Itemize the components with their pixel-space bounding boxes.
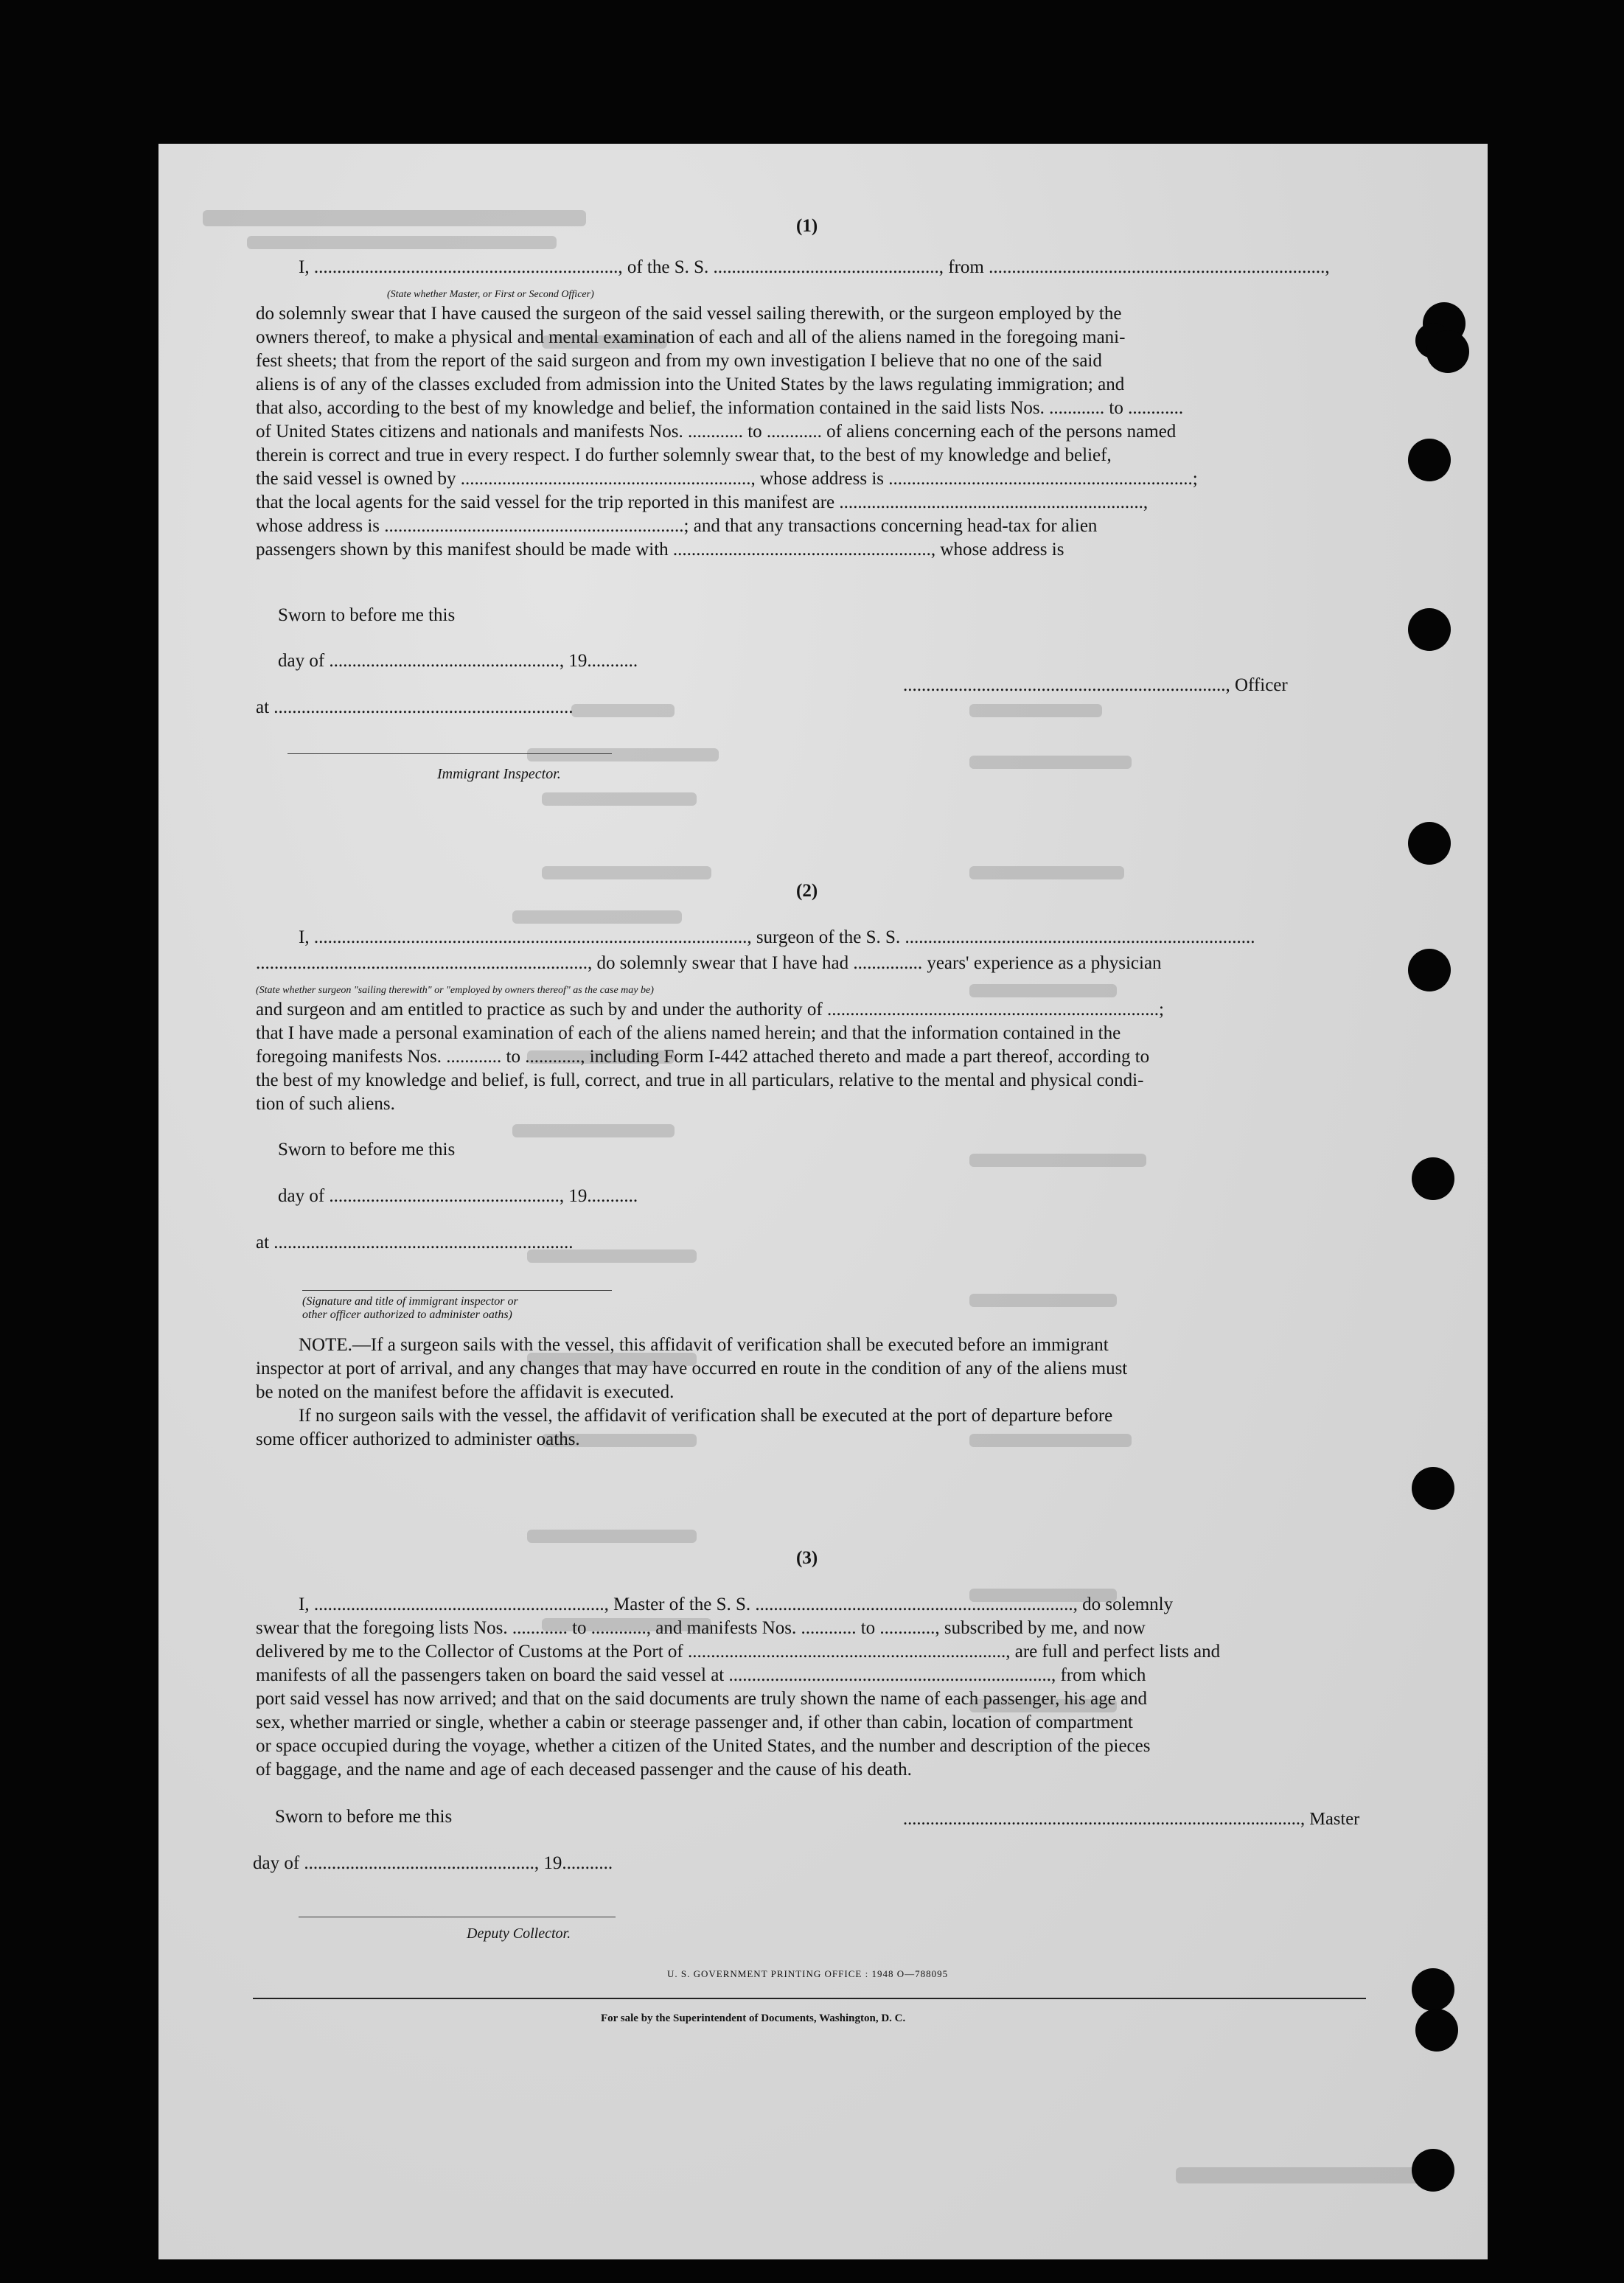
immigrant-inspector-label: Immigrant Inspector. (437, 766, 561, 782)
paragraph-line: delivered by me to the Collector of Customs at the Port of ....................................................................., are full and perfect lists and (256, 1642, 1221, 1662)
note-line: some officer authorized to administer oaths. (256, 1429, 580, 1449)
punch-hole (1408, 822, 1451, 865)
sworn-label: Sworn to before me this (278, 1140, 456, 1160)
paragraph-line: port said vessel has now arrived; and that on the said documents are truly shown the name of each passenger, his age and (256, 1689, 1148, 1709)
punch-hole (1408, 608, 1451, 651)
master-signature-line: ........................................................................................, Master (903, 1809, 1360, 1829)
note-line: be noted on the manifest before the affidavit is executed. (256, 1382, 675, 1402)
at-field: at ................................................................. (256, 1233, 574, 1252)
paragraph-line: of baggage, and the name and age of each deceased passenger and the cause of his death. (256, 1760, 912, 1780)
signature-caption: other officer authorized to administer oaths) (302, 1308, 512, 1321)
note-line: If no surgeon sails with the vessel, the affidavit of verification shall be executed at the port of departure before (299, 1406, 1113, 1426)
paragraph-line: foregoing manifests Nos. ............ to ............, including Form I-442 attached thereto and made a part thereof, according to (256, 1047, 1150, 1067)
signature-caption: (Signature and title of immigrant inspector or (302, 1295, 518, 1308)
paragraph-line: and surgeon and am entitled to practice as such by and under the authority of ........................................................................; (256, 1000, 1164, 1019)
surgeon-oath-line: I, .............................................................................................., surgeon of the S. S. ............................................................................ (299, 927, 1255, 947)
section-number: (3) (796, 1548, 818, 1568)
punch-hole (1415, 2009, 1458, 2052)
day-of-field: day of .................................................., 19........... (278, 1186, 638, 1206)
deputy-collector-label: Deputy Collector. (467, 1925, 571, 1942)
paragraph-line: of United States citizens and nationals and manifests Nos. ............ to ............ of aliens concerning each of the persons named (256, 422, 1177, 442)
at-field: at ................................................................. (256, 697, 574, 717)
paragraph-line: whose address is .................................................................; and that any transactions concerning head-tax for alien (256, 516, 1098, 536)
paragraph-line: that the local agents for the said vessel for the trip reported in this manifest are .................................................................., (256, 492, 1149, 512)
punch-hole (1412, 1157, 1454, 1200)
paragraph-line: tion of such aliens. (256, 1094, 395, 1114)
day-of-field: day of .................................................., 19........... (253, 1853, 613, 1873)
master-oath-line: I, .................................................................., of the S. S. ................................................., from ........................................................................., (299, 257, 1330, 277)
note-line: NOTE.—If a surgeon sails with the vessel, this affidavit of verification shall be executed before an immigrant (299, 1335, 1109, 1355)
paragraph-line: or space occupied during the voyage, whether a citizen of the United States, and the number and description of the pieces (256, 1736, 1151, 1756)
section-number: (1) (796, 216, 818, 236)
sworn-label: Sworn to before me this (278, 605, 456, 625)
manifest-page (158, 144, 1488, 2259)
paragraph-line: I, ..............................................................., Master of the S. S. ....................................................................., do solemnly (299, 1594, 1174, 1614)
officer-signature-line: ......................................................................, Officer (903, 675, 1288, 695)
paragraph-line: therein is correct and true in every respect. I do further solemnly swear that, to the best of my knowledge and belief, (256, 445, 1112, 465)
punch-hole (1412, 2149, 1454, 2192)
paragraph-line: swear that the foregoing lists Nos. ............ to ............, and manifests Nos. ............ to ............, subscribed by me, and now (256, 1618, 1146, 1638)
inspector-signature-rule (287, 753, 612, 754)
signature-rule (302, 1290, 612, 1291)
note-line: inspector at port of arrival, and any changes that may have occurred en route in the condition of any of the aliens must (256, 1359, 1128, 1378)
paragraph-line: that also, according to the best of my knowledge and belief, the information contained in the said lists Nos. ............ to ............ (256, 398, 1184, 418)
paragraph-line: the best of my knowledge and belief, is full, correct, and true in all particulars, relative to the mental and physical condi- (256, 1070, 1144, 1090)
section-number: (2) (796, 881, 818, 901)
paragraph-line: that I have made a personal examination of each of the aliens named herein; and that the information contained in the (256, 1023, 1121, 1043)
field-caption: (State whether surgeon "sailing therewith" or "employed by owners thereof" as the case may be) (256, 985, 654, 996)
field-caption: (State whether Master, or First or Second Officer) (387, 289, 594, 300)
printing-office-imprint: U. S. GOVERNMENT PRINTING OFFICE : 1948 O—788095 (667, 1968, 949, 1979)
paragraph-line: fest sheets; that from the report of the said surgeon and from my own investigation I believe that no one of the said (256, 351, 1102, 371)
sworn-label: Sworn to before me this (275, 1807, 453, 1827)
paragraph-line: the said vessel is owned by ..............................................................., whose address is ..................................................................; (256, 469, 1198, 489)
paragraph-line: owners thereof, to make a physical and mental examination of each and all of the aliens named in the foregoing mani- (256, 327, 1126, 347)
paragraph-line: manifests of all the passengers taken on board the said vessel at ......................................................................, from which (256, 1665, 1146, 1685)
punch-hole (1426, 330, 1469, 373)
paragraph-line: sex, whether married or single, whether a cabin or steerage passenger and, if other than cabin, location of compartment (256, 1712, 1133, 1732)
paragraph-line: do solemnly swear that I have caused the surgeon of the said vessel sailing therewith, or the surgeon employed by the (256, 304, 1122, 324)
footer-rule (253, 1998, 1366, 1999)
surgeon-oath-line: ........................................................................, do solemnly swear that I have had ............... years' experience as a physician (256, 953, 1162, 973)
punch-hole (1412, 1968, 1454, 2011)
day-of-field: day of .................................................., 19........... (278, 651, 638, 671)
punch-hole (1408, 949, 1451, 991)
sale-notice: For sale by the Superintendent of Documents, Washington, D. C. (601, 2012, 906, 2024)
punch-hole (1408, 439, 1451, 481)
paragraph-line: aliens is of any of the classes excluded from admission into the United States by the laws regulating immigration; and (256, 374, 1125, 394)
paragraph-line: passengers shown by this manifest should be made with ........................................................, whose address is (256, 540, 1064, 560)
punch-hole (1412, 1467, 1454, 1510)
